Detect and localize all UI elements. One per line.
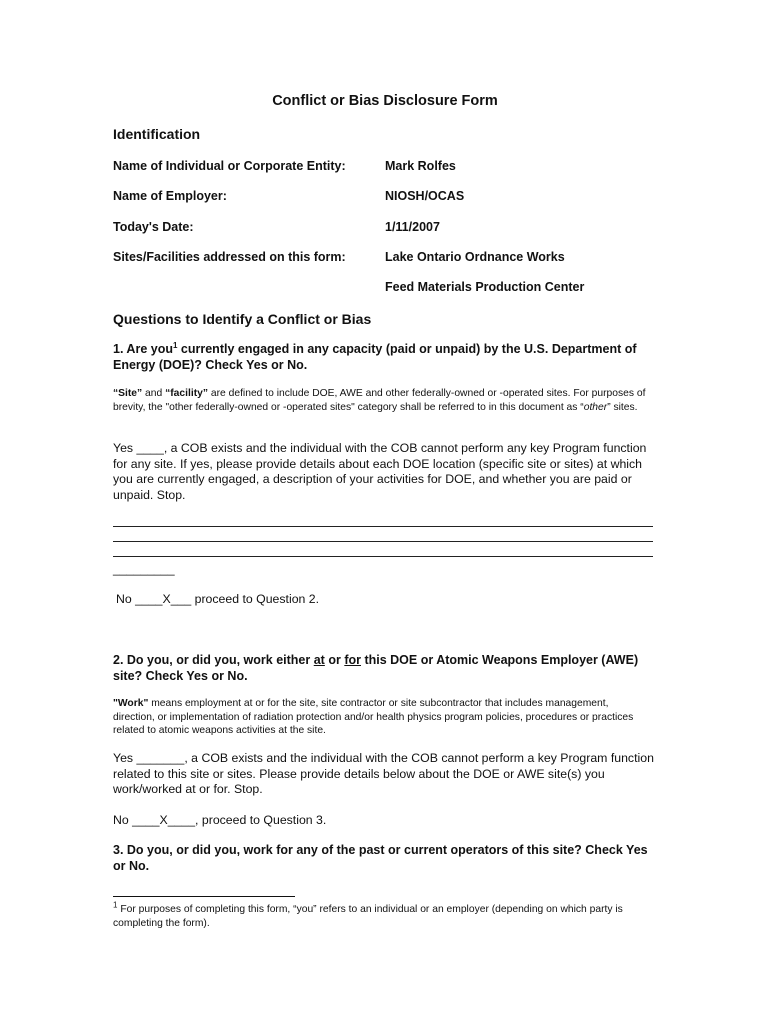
answer-line[interactable] xyxy=(113,541,653,542)
answer-line-short[interactable]: _________ xyxy=(113,562,175,576)
q2-no-text: No ____X____, proceed to Question 3. xyxy=(113,813,327,827)
employer-value: NIOSH/OCAS xyxy=(385,189,465,203)
answer-line[interactable] xyxy=(113,526,653,527)
question-2: 2. Do you, or did you, work either at or for this DOE or Atomic Weapons Employer (AWE) site? Check Yes or No. xyxy=(113,653,639,683)
identification-heading: Identification xyxy=(113,126,201,142)
date-value: 1/11/2007 xyxy=(385,220,440,234)
q2-yes-text: Yes _______, a COB exists and the individual with the COB cannot perform a key Program function related to this site or sites. Please provide details below about the DOE or AWE site(s) you work/worked at or for. Stop. xyxy=(113,751,654,796)
individual-name-label: Name of Individual or Corporate Entity: xyxy=(113,159,346,173)
sites-value-2: Feed Materials Production Center xyxy=(385,280,585,294)
footnote: $^1$ For purposes of completing this form, “you” refers to an individual or an employer (depending on which party is completing the form). xyxy=(113,900,623,929)
sites-label: Sites/Facilities addressed on this form: xyxy=(113,250,346,264)
date-label: Today's Date: xyxy=(113,220,194,234)
question-1: 1. Are you$^1$ currently engaged in any capacity (paid or unpaid) by the U.S. Department of Energy (DOE)? Check Yes or No. xyxy=(113,340,637,372)
form-title: Conflict or Bias Disclosure Form xyxy=(272,93,498,109)
site-definition: “Site” and “facility” are defined to include DOE, AWE and other federally-owned or -operated sites. For purposes of brevity, the "other federally-owned or -operated sites" category shall be referred to in this document as “other” sites. xyxy=(113,388,646,413)
work-definition: "Work" means employment at or for the site, site contractor or site subcontractor that includes management, direction, or implementation of radiation protection and/or health physics program policies, procedures or practices related to atomic weapons activities at the site. xyxy=(113,698,634,736)
answer-line[interactable] xyxy=(113,556,653,557)
individual-name-value: Mark Rolfes xyxy=(385,159,456,173)
question-3: 3. Do you, or did you, work for any of the past or current operators of this site? Check Yes or No. xyxy=(113,843,648,873)
employer-label: Name of Employer: xyxy=(113,189,227,203)
footnote-ref: 1 xyxy=(172,340,178,350)
sites-value: Lake Ontario Ordnance Works xyxy=(385,250,565,264)
questions-heading: Questions to Identify a Conflict or Bias xyxy=(113,311,372,327)
q1-yes-text: Yes ____, a COB exists and the individual with the COB cannot perform any key Program function for any site. If yes, please provide details about each DOE location (specific site or sites) at which you are currently engaged, a description of your activities for DOE, and whether you are paid or unpaid. Stop. xyxy=(113,441,647,502)
q1-no-text: No ____X___ proceed to Question 2. xyxy=(116,592,320,606)
footnote-separator xyxy=(113,896,295,897)
